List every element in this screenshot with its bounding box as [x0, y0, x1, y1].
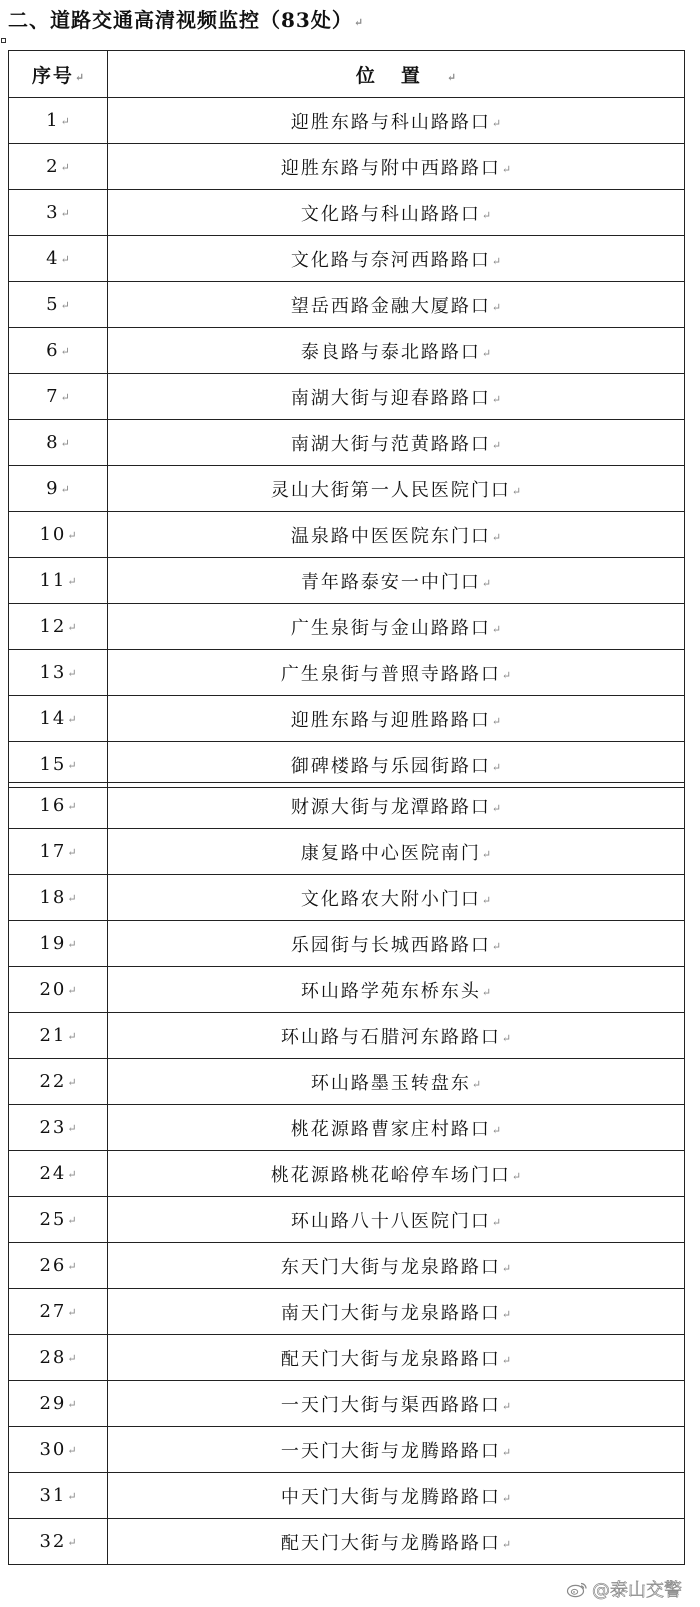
row-number: 22 [39, 1071, 67, 1092]
row-number: 18 [39, 887, 67, 908]
row-location-cell [108, 144, 685, 190]
paragraph-mark: ↵ [60, 299, 70, 312]
paragraph-mark: ↵ [67, 1306, 77, 1319]
header-number-label: 序号 [31, 64, 74, 87]
row-number-cell [9, 190, 108, 236]
row-number: 17 [39, 841, 67, 862]
table-row [9, 604, 685, 650]
row-location: 配天门大街与龙腾路路口 [280, 1532, 501, 1554]
row-number: 5 [46, 294, 60, 315]
row-location-cell [108, 328, 685, 374]
row-number-cell [9, 875, 108, 921]
row-location: 环山路学苑东桥东头 [300, 980, 481, 1002]
paragraph-mark: ↵ [67, 846, 77, 859]
row-number-cell [9, 420, 108, 466]
row-location-cell [108, 875, 685, 921]
paragraph-mark: ↵ [67, 759, 77, 772]
paragraph-mark: ↵ [60, 391, 70, 404]
paragraph-mark: ↵ [60, 345, 70, 358]
paragraph-mark: ↵ [353, 16, 364, 29]
row-location-cell [108, 1059, 685, 1105]
table-row [9, 420, 685, 466]
row-number-cell [9, 921, 108, 967]
table-row [9, 783, 685, 829]
paragraph-mark: ↵ [67, 667, 77, 680]
paragraph-mark: ↵ [67, 938, 77, 951]
table-row [9, 1059, 685, 1105]
paragraph-mark: ↵ [481, 208, 492, 222]
paragraph-mark: ↵ [501, 1307, 512, 1321]
row-number: 28 [39, 1347, 67, 1368]
row-location-cell [108, 921, 685, 967]
paragraph-mark: ↵ [491, 760, 502, 774]
row-location: 望岳西路金融大厦路口 [290, 295, 491, 317]
row-number: 14 [39, 708, 67, 729]
row-location: 环山路八十八医院门口 [290, 1210, 491, 1232]
row-location: 南湖大街与范黄路路口 [290, 433, 491, 455]
row-location: 温泉路中医医院东门口 [290, 525, 491, 547]
row-location-cell [108, 1151, 685, 1197]
paragraph-mark: ↵ [501, 1491, 512, 1505]
row-number: 10 [39, 524, 67, 545]
row-number: 24 [39, 1163, 67, 1184]
paragraph-mark: ↵ [491, 1215, 502, 1229]
row-location-cell [108, 466, 685, 512]
paragraph-mark: ↵ [60, 483, 70, 496]
row-location-cell [108, 190, 685, 236]
row-number-cell [9, 742, 108, 788]
row-location: 青年路泰安一中门口 [300, 571, 481, 593]
row-number-cell [9, 1473, 108, 1519]
row-number-cell [9, 1197, 108, 1243]
row-location-cell [108, 829, 685, 875]
row-number: 2 [46, 156, 60, 177]
row-location-cell [108, 742, 685, 788]
paragraph-mark: ↵ [60, 207, 70, 220]
paragraph-mark: ↵ [67, 713, 77, 726]
row-location: 桃花源路曹家庄村路口 [290, 1118, 491, 1140]
row-location-cell [108, 650, 685, 696]
row-number: 13 [39, 662, 67, 683]
row-location-cell [108, 1013, 685, 1059]
row-location-cell [108, 1519, 685, 1565]
row-location: 南湖大街与迎春路路口 [290, 387, 491, 409]
table-header-row [9, 51, 685, 98]
paragraph-mark: ↵ [60, 161, 70, 174]
paragraph-mark: ↵ [67, 1122, 77, 1135]
row-location: 乐园街与长城西路路口 [290, 934, 491, 956]
row-number-cell [9, 696, 108, 742]
table-row [9, 512, 685, 558]
paragraph-mark: ↵ [67, 1076, 77, 1089]
table-row [9, 1381, 685, 1427]
table-row [9, 282, 685, 328]
row-number: 25 [39, 1209, 67, 1230]
row-number-cell [9, 558, 108, 604]
paragraph-mark: ↵ [481, 985, 492, 999]
header-cell-number [9, 51, 108, 98]
row-number: 31 [39, 1485, 67, 1506]
paragraph-mark: ↵ [67, 1168, 77, 1181]
row-number: 11 [39, 570, 67, 591]
weibo-icon [566, 1580, 588, 1598]
row-location-cell [108, 1243, 685, 1289]
row-number-cell [9, 144, 108, 190]
table-row [9, 1427, 685, 1473]
row-location: 中天门大街与龙腾路路口 [280, 1486, 501, 1508]
paragraph-mark: ↵ [491, 300, 502, 314]
paragraph-mark: ↵ [60, 115, 70, 128]
table-row [9, 967, 685, 1013]
paragraph-mark: ↵ [511, 484, 522, 498]
row-number: 29 [39, 1393, 67, 1414]
paragraph-mark: ↵ [471, 1077, 482, 1091]
paragraph-mark: ↵ [74, 70, 85, 84]
row-location: 迎胜东路与科山路路口 [290, 111, 491, 133]
table-row [9, 1473, 685, 1519]
row-number-cell [9, 1243, 108, 1289]
paragraph-mark: ↵ [491, 438, 502, 452]
table-row [9, 98, 685, 144]
paragraph-mark: ↵ [67, 800, 77, 813]
row-number: 26 [39, 1255, 67, 1276]
paragraph-mark: ↵ [67, 1352, 77, 1365]
table-row [9, 1105, 685, 1151]
watermark-text: @泰山交警 [592, 1580, 682, 1601]
row-location: 配天门大街与龙泉路路口 [280, 1348, 501, 1370]
table-row [9, 190, 685, 236]
paragraph-mark: ↵ [481, 576, 492, 590]
table-row [9, 1289, 685, 1335]
paragraph-mark: ↵ [67, 1214, 77, 1227]
table-row [9, 374, 685, 420]
paragraph-mark: ↵ [491, 116, 502, 130]
paragraph-mark: ↵ [67, 892, 77, 905]
row-location: 文化路农大附小门口 [300, 888, 481, 910]
table-row [9, 1013, 685, 1059]
table-row [9, 558, 685, 604]
paragraph-mark: ↵ [60, 437, 70, 450]
table-row [9, 1243, 685, 1289]
row-location-cell [108, 1197, 685, 1243]
row-location: 桃花源路桃花峪停车场门口 [270, 1164, 511, 1186]
row-number-cell [9, 650, 108, 696]
row-number: 27 [39, 1301, 67, 1322]
document-heading [8, 5, 363, 35]
row-number: 4 [46, 248, 60, 269]
paragraph-mark: ↵ [491, 939, 502, 953]
row-number: 9 [46, 478, 60, 499]
paragraph-mark: ↵ [67, 529, 77, 542]
table-row [9, 1335, 685, 1381]
monitoring-table-part-2 [8, 782, 685, 1565]
row-number-cell [9, 328, 108, 374]
paragraph-mark: ↵ [501, 1399, 512, 1413]
header-cell-location [108, 51, 685, 98]
row-location: 泰良路与泰北路路口 [300, 341, 481, 363]
header-location-label: 位置 [355, 64, 446, 87]
paragraph-mark: ↵ [481, 847, 492, 861]
row-location-cell [108, 236, 685, 282]
row-number: 16 [39, 795, 67, 816]
paragraph-mark: ↵ [491, 622, 502, 636]
row-number: 32 [39, 1531, 67, 1552]
row-location-cell [108, 558, 685, 604]
row-number: 15 [39, 754, 67, 775]
paragraph-mark: ↵ [491, 254, 502, 268]
table-row [9, 144, 685, 190]
row-location-cell [108, 282, 685, 328]
row-location: 环山路与石腊河东路路口 [280, 1026, 501, 1048]
paragraph-mark: ↵ [501, 668, 512, 682]
row-location-cell [108, 512, 685, 558]
paragraph-mark: ↵ [501, 162, 512, 176]
row-number: 30 [39, 1439, 67, 1460]
monitoring-table-part-1 [8, 50, 685, 788]
table-row [9, 696, 685, 742]
row-location-cell [108, 420, 685, 466]
row-location-cell [108, 604, 685, 650]
paragraph-mark: ↵ [491, 714, 502, 728]
row-number-cell [9, 783, 108, 829]
row-number-cell [9, 1059, 108, 1105]
paragraph-mark: ↵ [491, 530, 502, 544]
table-row [9, 466, 685, 512]
row-number-cell [9, 512, 108, 558]
row-location: 康复路中心医院南门 [300, 842, 481, 864]
weibo-watermark [562, 1575, 686, 1603]
row-number-cell [9, 1519, 108, 1565]
row-location: 灵山大街第一人民医院门口 [270, 479, 511, 501]
paragraph-mark: ↵ [491, 392, 502, 406]
paragraph-mark: ↵ [501, 1031, 512, 1045]
table-row [9, 328, 685, 374]
row-number-cell [9, 829, 108, 875]
row-location: 一天门大街与渠西路路口 [280, 1394, 501, 1416]
row-location-cell [108, 967, 685, 1013]
paragraph-mark: ↵ [481, 346, 492, 360]
row-number: 6 [46, 340, 60, 361]
paragraph-mark: ↵ [491, 1123, 502, 1137]
table-row [9, 921, 685, 967]
paragraph-mark: ↵ [67, 1398, 77, 1411]
paragraph-mark: ↵ [60, 253, 70, 266]
paragraph-mark: ↵ [67, 621, 77, 634]
row-location-cell [108, 1289, 685, 1335]
row-location-cell [108, 1105, 685, 1151]
row-number-cell [9, 1427, 108, 1473]
row-number-cell [9, 282, 108, 328]
paragraph-mark: ↵ [501, 1261, 512, 1275]
row-number-cell [9, 1289, 108, 1335]
table-row [9, 829, 685, 875]
row-number: 21 [39, 1025, 67, 1046]
row-location-cell [108, 783, 685, 829]
paragraph-mark: ↵ [67, 1490, 77, 1503]
row-number-cell [9, 1335, 108, 1381]
row-number: 12 [39, 616, 67, 637]
paragraph-mark: ↵ [67, 1444, 77, 1457]
row-number-cell [9, 374, 108, 420]
row-number-cell [9, 1105, 108, 1151]
table-row [9, 650, 685, 696]
row-location: 迎胜东路与附中西路路口 [280, 157, 501, 179]
row-number-cell [9, 466, 108, 512]
row-location: 迎胜东路与迎胜路路口 [290, 709, 491, 731]
table-row [9, 236, 685, 282]
row-location-cell [108, 1427, 685, 1473]
row-location: 文化路与奈河西路路口 [290, 249, 491, 271]
row-location-cell [108, 374, 685, 420]
row-location: 东天门大街与龙泉路路口 [280, 1256, 501, 1278]
row-location: 广生泉街与普照寺路路口 [280, 663, 501, 685]
heading-text: 二、道路交通高清视频监控（83处） [8, 8, 353, 32]
paragraph-mark: ↵ [67, 1536, 77, 1549]
row-number-cell [9, 604, 108, 650]
row-number-cell [9, 236, 108, 282]
row-location-cell [108, 98, 685, 144]
row-location: 文化路与科山路路口 [300, 203, 481, 225]
table-row [9, 742, 685, 788]
paragraph-mark: ↵ [491, 801, 502, 815]
table-row [9, 1197, 685, 1243]
row-number: 8 [46, 432, 60, 453]
paragraph-mark: ↵ [501, 1353, 512, 1367]
paragraph-mark: ↵ [67, 1260, 77, 1273]
row-location-cell [108, 696, 685, 742]
row-number: 7 [46, 386, 60, 407]
table-anchor-icon [1, 38, 6, 43]
row-number-cell [9, 1151, 108, 1197]
row-location-cell [108, 1473, 685, 1519]
row-location-cell [108, 1335, 685, 1381]
row-number-cell [9, 1381, 108, 1427]
row-number-cell [9, 967, 108, 1013]
row-location: 一天门大街与龙腾路路口 [280, 1440, 501, 1462]
row-location: 环山路墨玉转盘东 [310, 1072, 471, 1094]
row-number-cell [9, 1013, 108, 1059]
table-row [9, 1151, 685, 1197]
paragraph-mark: ↵ [67, 1030, 77, 1043]
row-number: 23 [39, 1117, 67, 1138]
row-location: 广生泉街与金山路路口 [290, 617, 491, 639]
paragraph-mark: ↵ [67, 984, 77, 997]
row-number: 20 [39, 979, 67, 1000]
row-number: 1 [46, 110, 60, 131]
paragraph-mark: ↵ [446, 70, 457, 84]
paragraph-mark: ↵ [481, 893, 492, 907]
row-location: 御碑楼路与乐园街路口 [290, 755, 491, 777]
paragraph-mark: ↵ [501, 1445, 512, 1459]
row-location: 南天门大街与龙泉路路口 [280, 1302, 501, 1324]
row-number-cell [9, 98, 108, 144]
row-number: 19 [39, 933, 67, 954]
paragraph-mark: ↵ [67, 575, 77, 588]
paragraph-mark: ↵ [501, 1537, 512, 1551]
paragraph-mark: ↵ [511, 1169, 522, 1183]
table-row [9, 1519, 685, 1565]
row-location-cell [108, 1381, 685, 1427]
table-row [9, 875, 685, 921]
row-location: 财源大街与龙潭路路口 [290, 796, 491, 818]
row-number: 3 [46, 202, 60, 223]
